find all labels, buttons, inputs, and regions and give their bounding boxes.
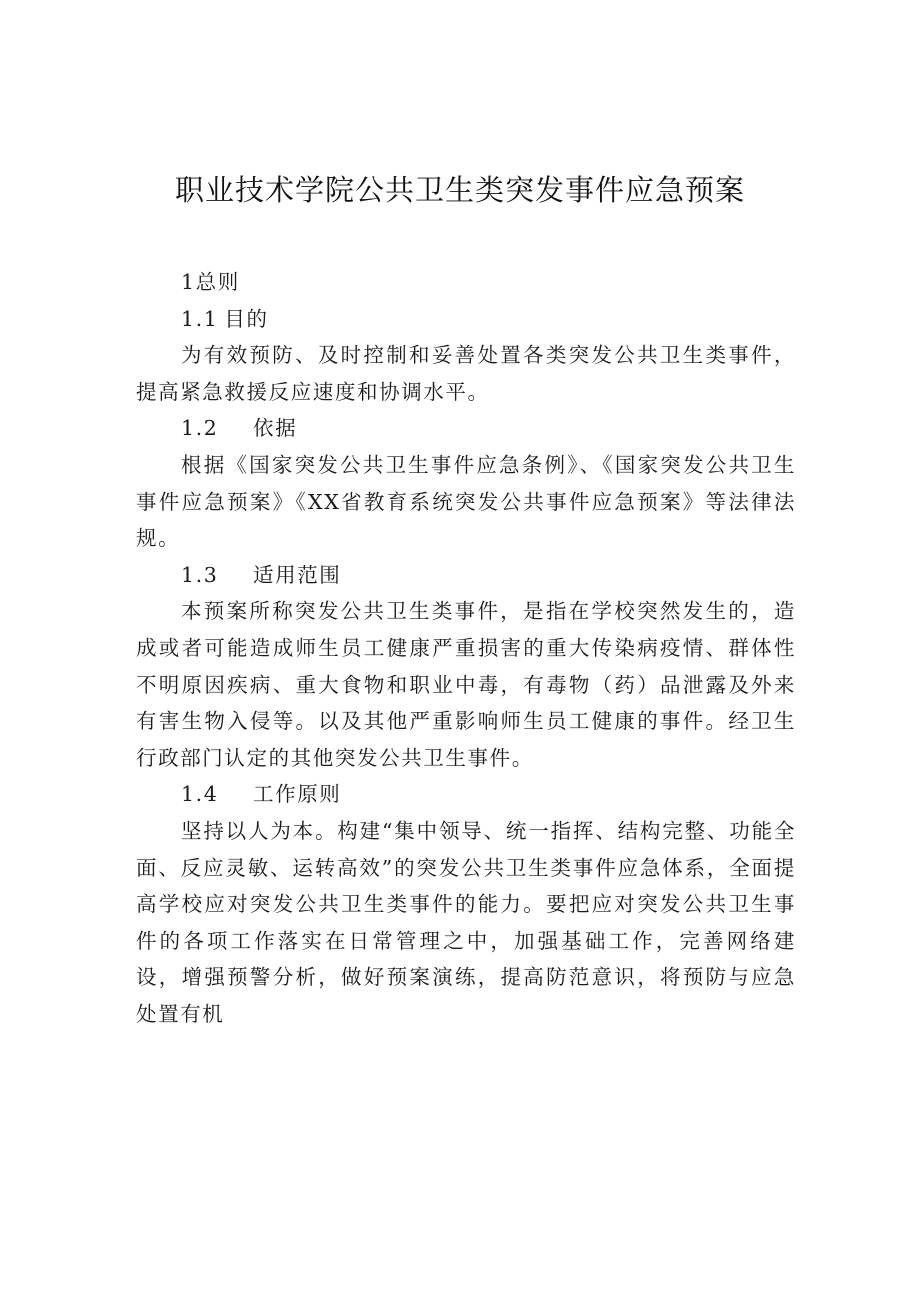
- section-heading-purpose: [136, 301, 796, 338]
- section-label: 目的: [224, 306, 269, 331]
- paragraph-scope: 本预案所称突发公共卫生类事件，是指在学校突然发生的，造成或者可能造成师生员工健康严重损害的重大传染病疫情、群体性不明原因疾病、重大食物和职业中毒，有毒物（药）品泄露及外来有害生物入侵等。以及其他严重影响师生员工健康的事件。经卫生行政部门认定的其他突发公共卫生事件。: [136, 599, 796, 770]
- section-label: 适用范围: [253, 562, 342, 587]
- section-label: 1总则: [181, 270, 240, 294]
- paragraph-purpose: 为有效预防、及时控制和妥善处置各类突发公共卫生类事件，提高紧急救援反应速度和协调水平。: [136, 343, 796, 404]
- section-heading-principles: [136, 776, 796, 813]
- section-number: 1.1: [181, 306, 219, 331]
- section-heading-general: [136, 264, 796, 301]
- section-number: 1.3: [181, 562, 219, 587]
- section-heading-scope: [136, 557, 796, 594]
- document-body: [136, 264, 796, 1032]
- section-label: 工作原则: [253, 782, 342, 807]
- paragraph-basis: 根据《国家突发公共卫生事件应急条例》、《国家突发公共卫生事件应急预案》《XX省教育系统突发公共事件应急预案》等法律法规。: [136, 452, 796, 551]
- section-heading-basis: [136, 410, 796, 447]
- section-number: 1.4: [181, 782, 219, 807]
- section-label: 依据: [253, 416, 298, 441]
- document-title: 职业技术学院公共卫生类突发事件应急预案: [174, 173, 745, 207]
- paragraph-principles: 坚持以人为本。构建“集中领导、统一指挥、结构完整、功能全面、反应灵敏、运转高效”的突发公共卫生类事件应急体系，全面提高学校应对突发公共卫生类事件的能力。要把应对突发公共卫生事件的各项工作落实在日常管理之中，加强基础工作，完善网络建设，增强预警分析，做好预案演练，提高防范意识，将预防与应急处置有机: [136, 818, 796, 1026]
- section-number: 1.2: [181, 416, 219, 441]
